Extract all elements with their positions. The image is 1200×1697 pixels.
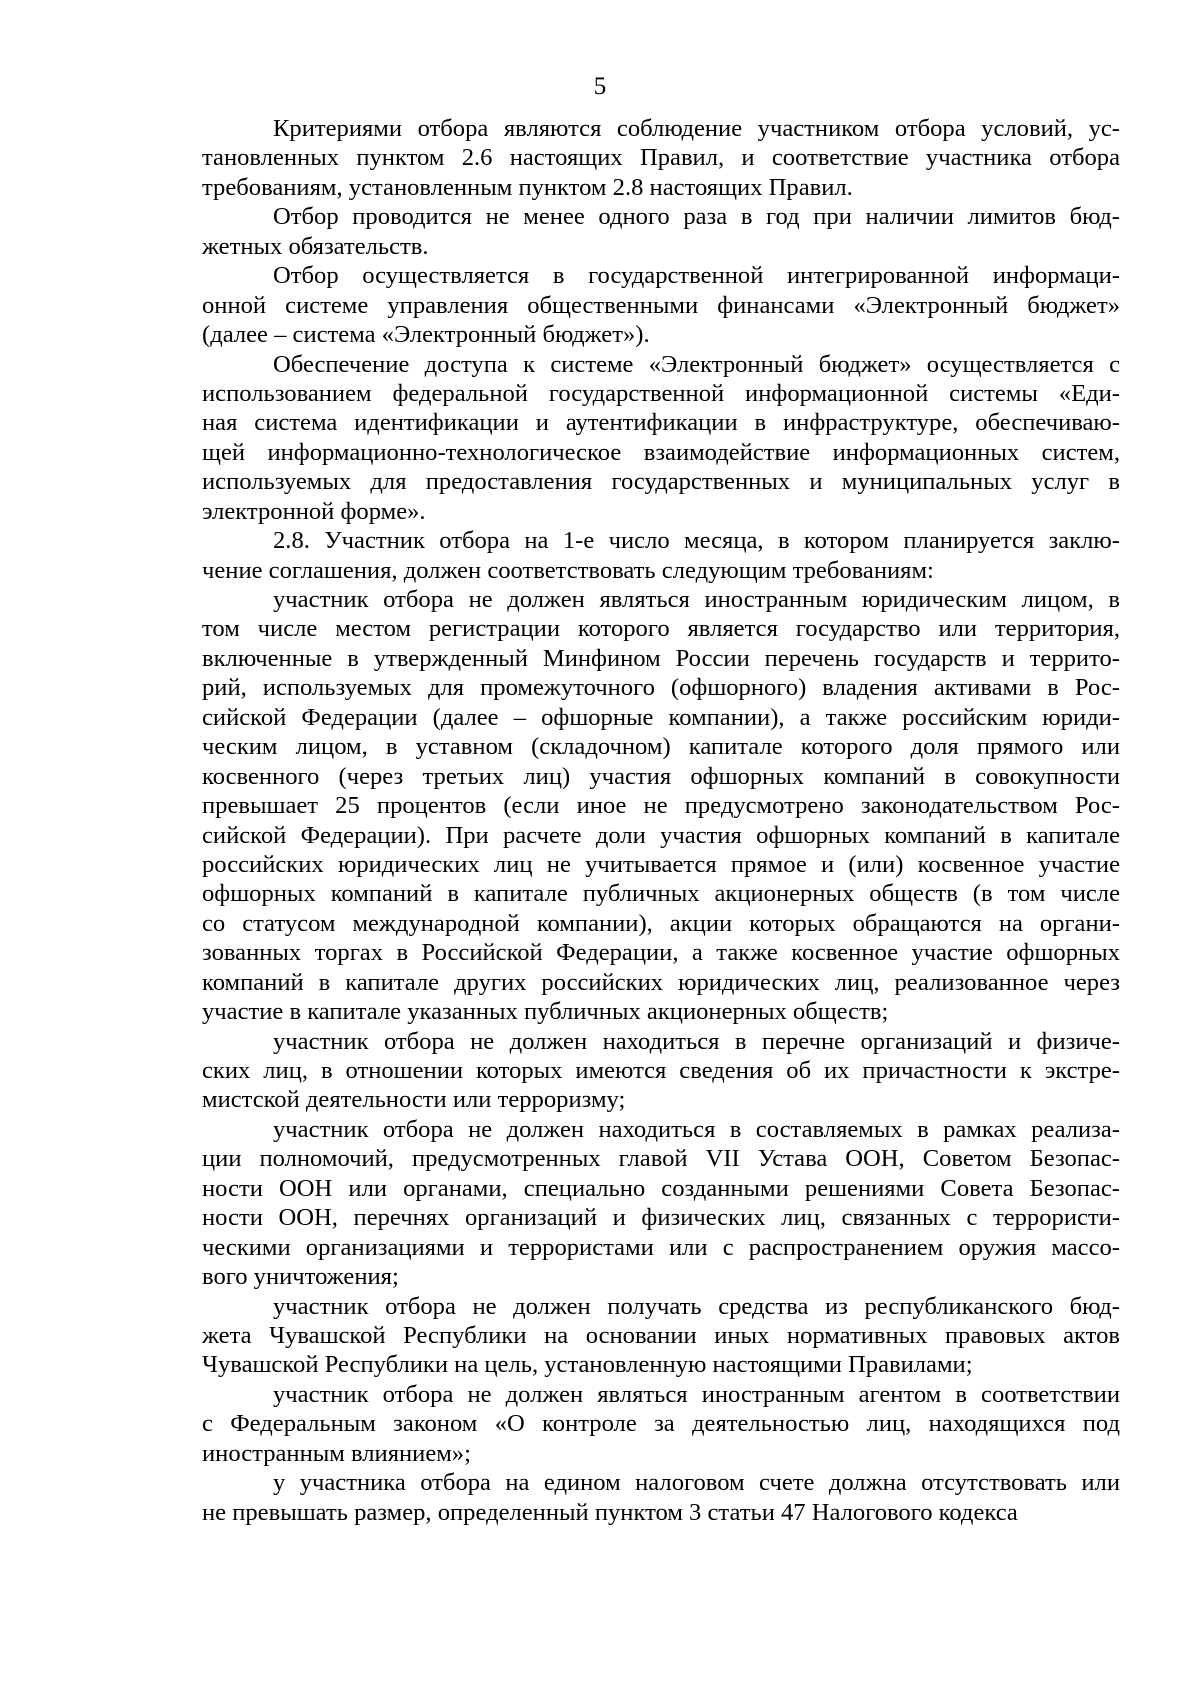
document-body: [202, 114, 1120, 1527]
text-line: российских юридических лиц не учитывается прямое и (или) косвенное участие: [202, 850, 1120, 878]
text-line: у участника отбора на едином налоговом счете должна отсутствовать или: [273, 1469, 1120, 1497]
text-line: Отбор осуществляется в государственной интегрированной информаци-: [273, 262, 1120, 290]
text-line: сийской Федерации). При расчете доли участия офшорных компаний в капитале: [202, 821, 1120, 849]
text-line: вого уничтожения;: [202, 1263, 399, 1291]
text-line: ности ООН, перечнях организаций и физических лиц, связанных с террористи-: [202, 1204, 1120, 1232]
text-line: жета Чувашской Республики на основании иных нормативных правовых актов: [202, 1321, 1120, 1349]
page-number: 5: [593, 73, 607, 100]
paragraph: [202, 261, 1120, 349]
text-line: Критериями отбора являются соблюдение участником отбора условий, ус-: [273, 115, 1120, 142]
text-line: онной системе управления общественными финансами «Электронный бюджет»: [202, 291, 1120, 319]
text-line: Обеспечение доступа к системе «Электронный бюджет» осуществляется с: [273, 350, 1120, 378]
paragraph: [202, 1380, 1120, 1468]
paragraph: [202, 585, 1120, 1027]
text-line: офшорных компаний в капитале публичных акционерных обществ (в том числе: [202, 880, 1120, 908]
text-line: рий, используемых для промежуточного (офшорного) владения активами в Рос-: [202, 674, 1120, 702]
paragraph: [202, 202, 1120, 261]
text-line: участник отбора не должен находиться в составляемых в рамках реализа-: [273, 1115, 1120, 1143]
text-line: компаний в капитале других российских юридических лиц, реализованное через: [202, 968, 1120, 996]
text-line: участник отбора не должен находиться в перечне организаций и физиче-: [273, 1027, 1120, 1055]
paragraph: [202, 114, 1120, 202]
text-line: не превышать размер, определенный пунктом 3 статьи 47 Налогового кодекса: [202, 1498, 1018, 1526]
text-line: используемых для предоставления государственных и муниципальных услуг в: [202, 468, 1120, 496]
text-line: включенные в утвержденный Минфином России перечень государств и террито-: [202, 644, 1120, 672]
text-line: Чувашской Республики на цель, установленную настоящими Правилами;: [202, 1351, 973, 1379]
text-line: Отбор проводится не менее одного раза в год при наличии лимитов бюд-: [273, 203, 1120, 231]
text-line: участник отбора не должен получать средства из республиканского бюд-: [273, 1292, 1120, 1320]
text-line: электронной форме».: [202, 497, 426, 525]
text-line: чение соглашения, должен соответствовать следующим требованиям:: [202, 556, 934, 584]
text-line: ческими организациями и террористами или с распространением оружия массо-: [202, 1233, 1120, 1261]
paragraph: [202, 1027, 1120, 1115]
text-line: использованием федеральной государственной информационной системы «Еди-: [202, 379, 1120, 407]
text-line: требованиям, установленным пунктом 2.8 настоящих Правил.: [202, 173, 853, 201]
paragraph: [202, 526, 1120, 585]
text-line: сийской Федерации (далее – офшорные компании), а также российским юриди-: [202, 703, 1120, 731]
text-line: участник отбора не должен являться иностранным юридическим лицом, в: [273, 586, 1120, 613]
text-line: участник отбора не должен являться иностранным агентом в соответствии: [273, 1380, 1120, 1408]
text-line: ная система идентификации и аутентификации в инфраструктуре, обеспечиваю-: [202, 409, 1120, 437]
text-line: участие в капитале указанных публичных акционерных обществ;: [202, 998, 889, 1026]
text-line: со статусом международной компании), акции которых обращаются на органи-: [202, 909, 1120, 937]
text-line: щей информационно-технологическое взаимодействие информационных систем,: [202, 438, 1120, 466]
text-line: зованных торгах в Российской Федерации, а также косвенное участие офшорных: [202, 939, 1120, 967]
text-line: тановленных пунктом 2.6 настоящих Правил, и соответствие участника отбора: [202, 144, 1120, 172]
text-line: ческим лицом, в уставном (складочном) капитале которого доля прямого или: [202, 733, 1120, 761]
paragraph: [202, 1468, 1120, 1527]
text-line: (далее – система «Электронный бюджет»).: [202, 321, 650, 349]
text-line: мистской деятельности или терроризму;: [202, 1086, 626, 1114]
paragraph: [202, 1292, 1120, 1380]
paragraph: [202, 350, 1120, 527]
text-line: жетных обязательств.: [202, 232, 429, 260]
text-line: ности ООН или органами, специально созданными решениями Совета Безопас-: [202, 1174, 1120, 1202]
text-line: иностранным влиянием»;: [202, 1439, 471, 1467]
paragraph: [202, 1115, 1120, 1292]
text-line: 2.8. Участник отбора на 1-е число месяца, в котором планируется заклю-: [273, 527, 1120, 555]
text-line: том числе местом регистрации которого является государство или территория,: [202, 615, 1120, 643]
text-line: ских лиц, в отношении которых имеются сведения об их причастности к экстре-: [202, 1057, 1120, 1084]
text-line: превышает 25 процентов (если иное не предусмотрено законодательством Рос-: [202, 792, 1120, 820]
text-line: косвенного (через третьих лиц) участия офшорных компаний в совокупности: [202, 762, 1120, 790]
text-line: с Федеральным законом «О контроле за деятельностью лиц, находящихся под: [202, 1410, 1120, 1438]
text-line: ции полномочий, предусмотренных главой VII Устава ООН, Советом Безопас-: [202, 1145, 1120, 1173]
